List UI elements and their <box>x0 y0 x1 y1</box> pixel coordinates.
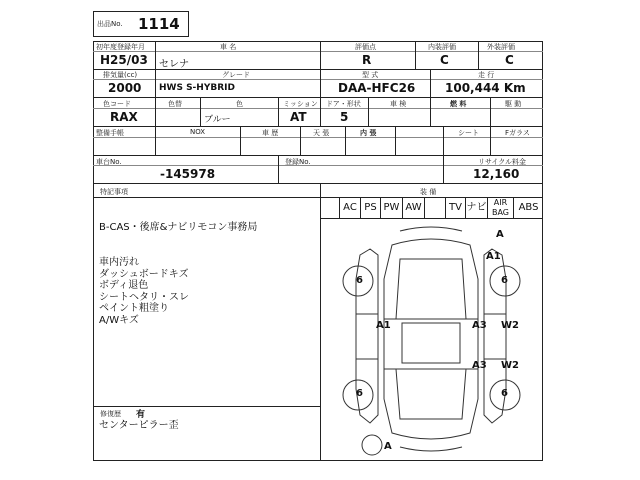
damage-mark: A1 <box>486 251 501 262</box>
remark-item: 車内汚れ <box>99 257 139 268</box>
inner-lining-label: 内 張 <box>360 129 377 137</box>
model-label: 型 式 <box>362 71 379 79</box>
mileage-value: 100,444 Km <box>445 81 526 95</box>
remark-item: A/Wキズ <box>99 314 139 326</box>
interior-score-label: 内装評価 <box>428 43 456 51</box>
repair-history-label: 修復歴 <box>100 410 121 418</box>
car-name-label: 車 名 <box>220 43 237 51</box>
car-name-value: セレナ <box>159 59 189 70</box>
first-reg-label: 初年度登録年月 <box>96 43 145 51</box>
color-label: 色 <box>236 100 243 108</box>
model-value: DAA-HFC26 <box>338 81 416 95</box>
score-value: R <box>362 53 372 67</box>
remark-item: ボディ退色 <box>99 280 149 292</box>
recycle-label: リサイクル料金 <box>478 158 527 166</box>
equipment-navi: ナビ <box>466 197 488 219</box>
damage-mark: W2 <box>501 320 519 331</box>
transmission-value: AT <box>290 110 307 124</box>
equipment-strip <box>320 197 543 219</box>
history-label: 車 歴 <box>262 129 279 137</box>
displacement-value: 2000 <box>108 81 142 95</box>
remark-item: ペイント粗塗り <box>99 303 169 315</box>
mileage-label: 走 行 <box>478 71 495 79</box>
color-code-value: RAX <box>110 110 138 124</box>
chassis-value: -145978 <box>160 167 216 181</box>
fuel-label: 燃 料 <box>450 100 467 108</box>
equipment-ps: PS <box>361 197 381 219</box>
damage-mark: A <box>384 441 392 452</box>
seat-label: シート <box>458 129 479 137</box>
damage-mark: W2 <box>501 360 519 371</box>
lot-number-box <box>93 11 189 37</box>
doors-label: ドア・形状 <box>326 100 361 108</box>
interior-score-value: C <box>440 53 449 67</box>
recycle-value: 12,160 <box>473 167 520 181</box>
chassis-label: 車台No. <box>96 158 122 166</box>
damage-mark: A1 <box>376 320 391 331</box>
remarks-list <box>99 257 189 327</box>
tire-mark: 6 <box>501 275 508 286</box>
equipment-abs: ABS <box>518 202 539 213</box>
remark-item: シートヘタリ・スレ <box>99 291 189 303</box>
damage-mark: A3 <box>472 360 487 371</box>
nox-label: NOX <box>190 128 206 136</box>
transmission-label: ミッション <box>283 100 318 108</box>
remarks-label: 特記事項 <box>100 188 128 196</box>
car-condition-diagram <box>320 219 543 461</box>
inspection-label: 車 検 <box>390 100 407 108</box>
tire-mark: 6 <box>356 275 363 286</box>
equipment-label: 装 備 <box>420 188 437 196</box>
tire-mark: 6 <box>501 388 508 399</box>
equipment-empty <box>425 197 446 219</box>
paint-change-label: 色替 <box>168 100 182 108</box>
color-value: ブルー <box>204 115 231 125</box>
exterior-score-label: 外装評価 <box>487 43 515 51</box>
exterior-score-value: C <box>505 53 514 67</box>
damage-mark: A <box>496 229 504 240</box>
score-label: 評価点 <box>355 43 376 51</box>
equipment-airbag: AIR BAG <box>488 197 514 219</box>
displacement-label: 排気量(cc) <box>103 71 138 79</box>
grade-value: HWS S-HYBRID <box>159 83 235 93</box>
color-code-label: 色コード <box>103 100 131 108</box>
doors-value: 5 <box>340 110 349 124</box>
equipment-ac: AC <box>340 197 361 219</box>
first-reg-value: H25/03 <box>100 53 148 67</box>
equipment-aw: AW <box>403 197 425 219</box>
equipment-tv: TV <box>446 197 466 219</box>
registration-label: 登録No. <box>285 158 311 166</box>
front-glass-label: Fガラス <box>505 129 530 137</box>
tire-mark: 6 <box>356 388 363 399</box>
damage-mark: A3 <box>472 320 487 331</box>
drive-label: 駆 動 <box>505 100 522 108</box>
manual-label: 整備手帳 <box>96 129 124 137</box>
grade-label: グレード <box>222 71 250 79</box>
repair-history-value: 有 <box>136 410 146 420</box>
equipment-blank <box>320 197 340 219</box>
repair-note: センターピラー歪 <box>99 420 179 431</box>
lot-number-label: 出品No. <box>97 20 123 28</box>
remark-item: ダッシュボードキズ <box>99 268 189 280</box>
equipment-pw: PW <box>381 197 403 219</box>
lot-number: 1114 <box>138 15 180 33</box>
roof-label: 天 張 <box>313 129 330 137</box>
remarks-top: B-CAS・後席&ナビリモコン事務局 <box>99 222 258 233</box>
